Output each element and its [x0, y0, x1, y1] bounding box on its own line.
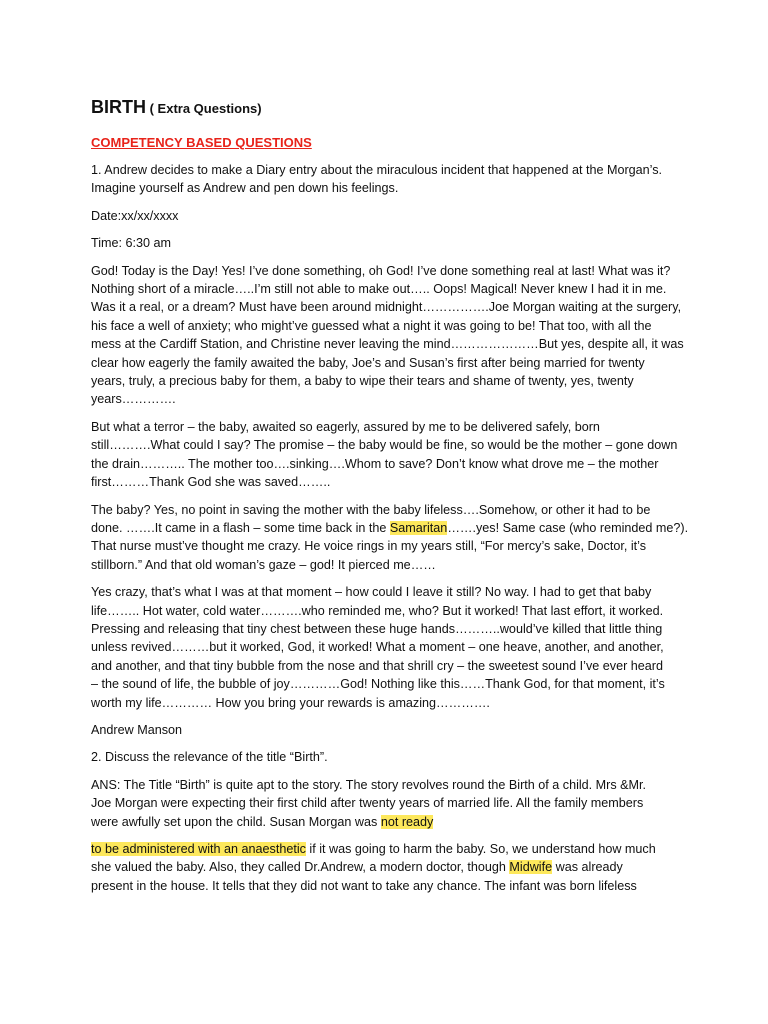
text-segment: and another, and that tiny bubble from the nose and that shrill cry – the sweetest sound I’ve ever heard [91, 658, 663, 673]
paragraph [91, 840, 728, 895]
paragraph [91, 418, 728, 492]
text-segment: Date:xx/xx/xxxx [91, 208, 179, 223]
document-body [91, 161, 728, 895]
highlighted-text: Samaritan [389, 520, 448, 535]
title-main: BIRTH [91, 97, 146, 117]
text-segment: first………Thank God she was saved…….. [91, 475, 331, 490]
text-segment: Nothing short of a miracle…..I’m still not able to make out….. Oops! Magical! Never knew I had it in me. [91, 282, 667, 297]
text-segment: present in the house. It tells that they did not want to take any chance. The infant was born lifeless [91, 878, 637, 893]
highlighted-text: to be administered with an anaesthetic [91, 842, 306, 856]
paragraph [91, 207, 728, 225]
title-subtitle: ( Extra Questions) [146, 101, 262, 116]
text-segment: done. …….It came in a flash – some time back in the [91, 520, 390, 535]
text-segment: Joe Morgan were expecting their first child after twenty years of married life. All the family members [91, 796, 644, 811]
highlighted-text: Midwife [509, 860, 553, 875]
text-segment: was already [552, 860, 623, 875]
text-segment: if it was going to harm the baby. So, we understand how much [305, 842, 656, 856]
text-segment: Imagine yourself as Andrew and pen down his feelings. [91, 181, 399, 196]
text-segment: were awfully set upon the child. Susan Morgan was [91, 814, 381, 829]
paragraph [91, 721, 728, 739]
text-segment: Pressing and releasing that tiny chest between these huge hands………..would’ve killed that little thing [91, 621, 663, 636]
text-segment: …….yes! Same case (who reminded me?). [447, 520, 689, 535]
paragraph [91, 161, 728, 198]
paragraph [91, 262, 728, 409]
text-segment: – the sound of life, the bubble of joy…………God! Nothing like this……Thank God, for that moment, it’s [91, 677, 665, 692]
paragraph [91, 776, 728, 831]
text-segment: clear how eagerly the family awaited the baby, Joe’s and Susan’s first after being married for twenty [91, 355, 645, 370]
text-segment: But what a terror – the baby, awaited so eagerly, assured by me to be delivered safely, born [91, 419, 600, 434]
paragraph [91, 583, 728, 712]
text-segment: life…….. Hot water, cold water……….who reminded me, who? But it worked! That last effort, it worked. [91, 603, 664, 618]
text-segment: 2. Discuss the relevance of the title “Birth”. [91, 750, 328, 765]
paragraph [91, 234, 728, 252]
text-segment: The baby? Yes, no point in saving the mother with the baby lifeless….Somehow, or other it had to be [91, 502, 651, 517]
text-segment: years…………. [91, 392, 176, 407]
text-segment: unless revived………but it worked, God, it worked! What a moment – one heave, another, and another, [91, 640, 664, 655]
text-segment: Time: 6:30 am [91, 236, 172, 251]
text-segment: Was it a real, or a dream? Must have been around midnight…………….Joe Morgan waiting at the surgery, [91, 300, 682, 315]
text-segment: God! Today is the Day! Yes! I’ve done something, oh God! I’ve done something real at last! What was it? [91, 263, 671, 278]
text-segment: worth my life………… How you bring your rewards is amazing…………. [91, 695, 490, 710]
text-segment: still……….What could I say? The promise – the baby would be fine, so would be the mother – gone down [91, 438, 678, 453]
text-segment: ANS: The Title “Birth” is quite apt to the story. The story revolves round the Birth of a child. Mrs &Mr. [91, 777, 647, 792]
text-segment: years, truly, a precious baby for them, a baby to wipe their tears and shame of twenty, yes, twenty [91, 374, 634, 389]
section-heading: COMPETENCY BASED QUESTIONS [91, 135, 312, 150]
document-title [91, 96, 728, 120]
text-segment: the drain……….. The mother too….sinking….Whom to save? Don’t know what drove me – the mother [91, 456, 659, 471]
text-segment: she valued the baby. Also, they called Dr.Andrew, a modern doctor, though [91, 860, 510, 875]
text-segment: mess at the Cardiff Station, and Christine never leaving the mind…………………But yes, despite all, it was [91, 337, 684, 352]
paragraph [91, 748, 728, 766]
text-segment: Andrew Manson [91, 722, 183, 737]
text-segment: That nurse must’ve thought me crazy. He voice rings in my years still, “For mercy’s sake, Doctor, it’s [91, 539, 647, 554]
paragraph [91, 501, 728, 575]
text-segment: 1. Andrew decides to make a Diary entry about the miraculous incident that happened at the Morgan’s. [91, 163, 663, 177]
text-segment: stillborn.” And that old woman’s gaze – god! It pierced me…… [91, 557, 436, 572]
text-segment: his face a well of anxiety; who might’ve guessed what a night it was going to be! That too, with all the [91, 318, 652, 333]
text-segment: Yes crazy, that’s what I was at that moment – how could I leave it still? No way. I had to get that baby [91, 585, 652, 600]
highlighted-text: not ready [380, 814, 434, 829]
